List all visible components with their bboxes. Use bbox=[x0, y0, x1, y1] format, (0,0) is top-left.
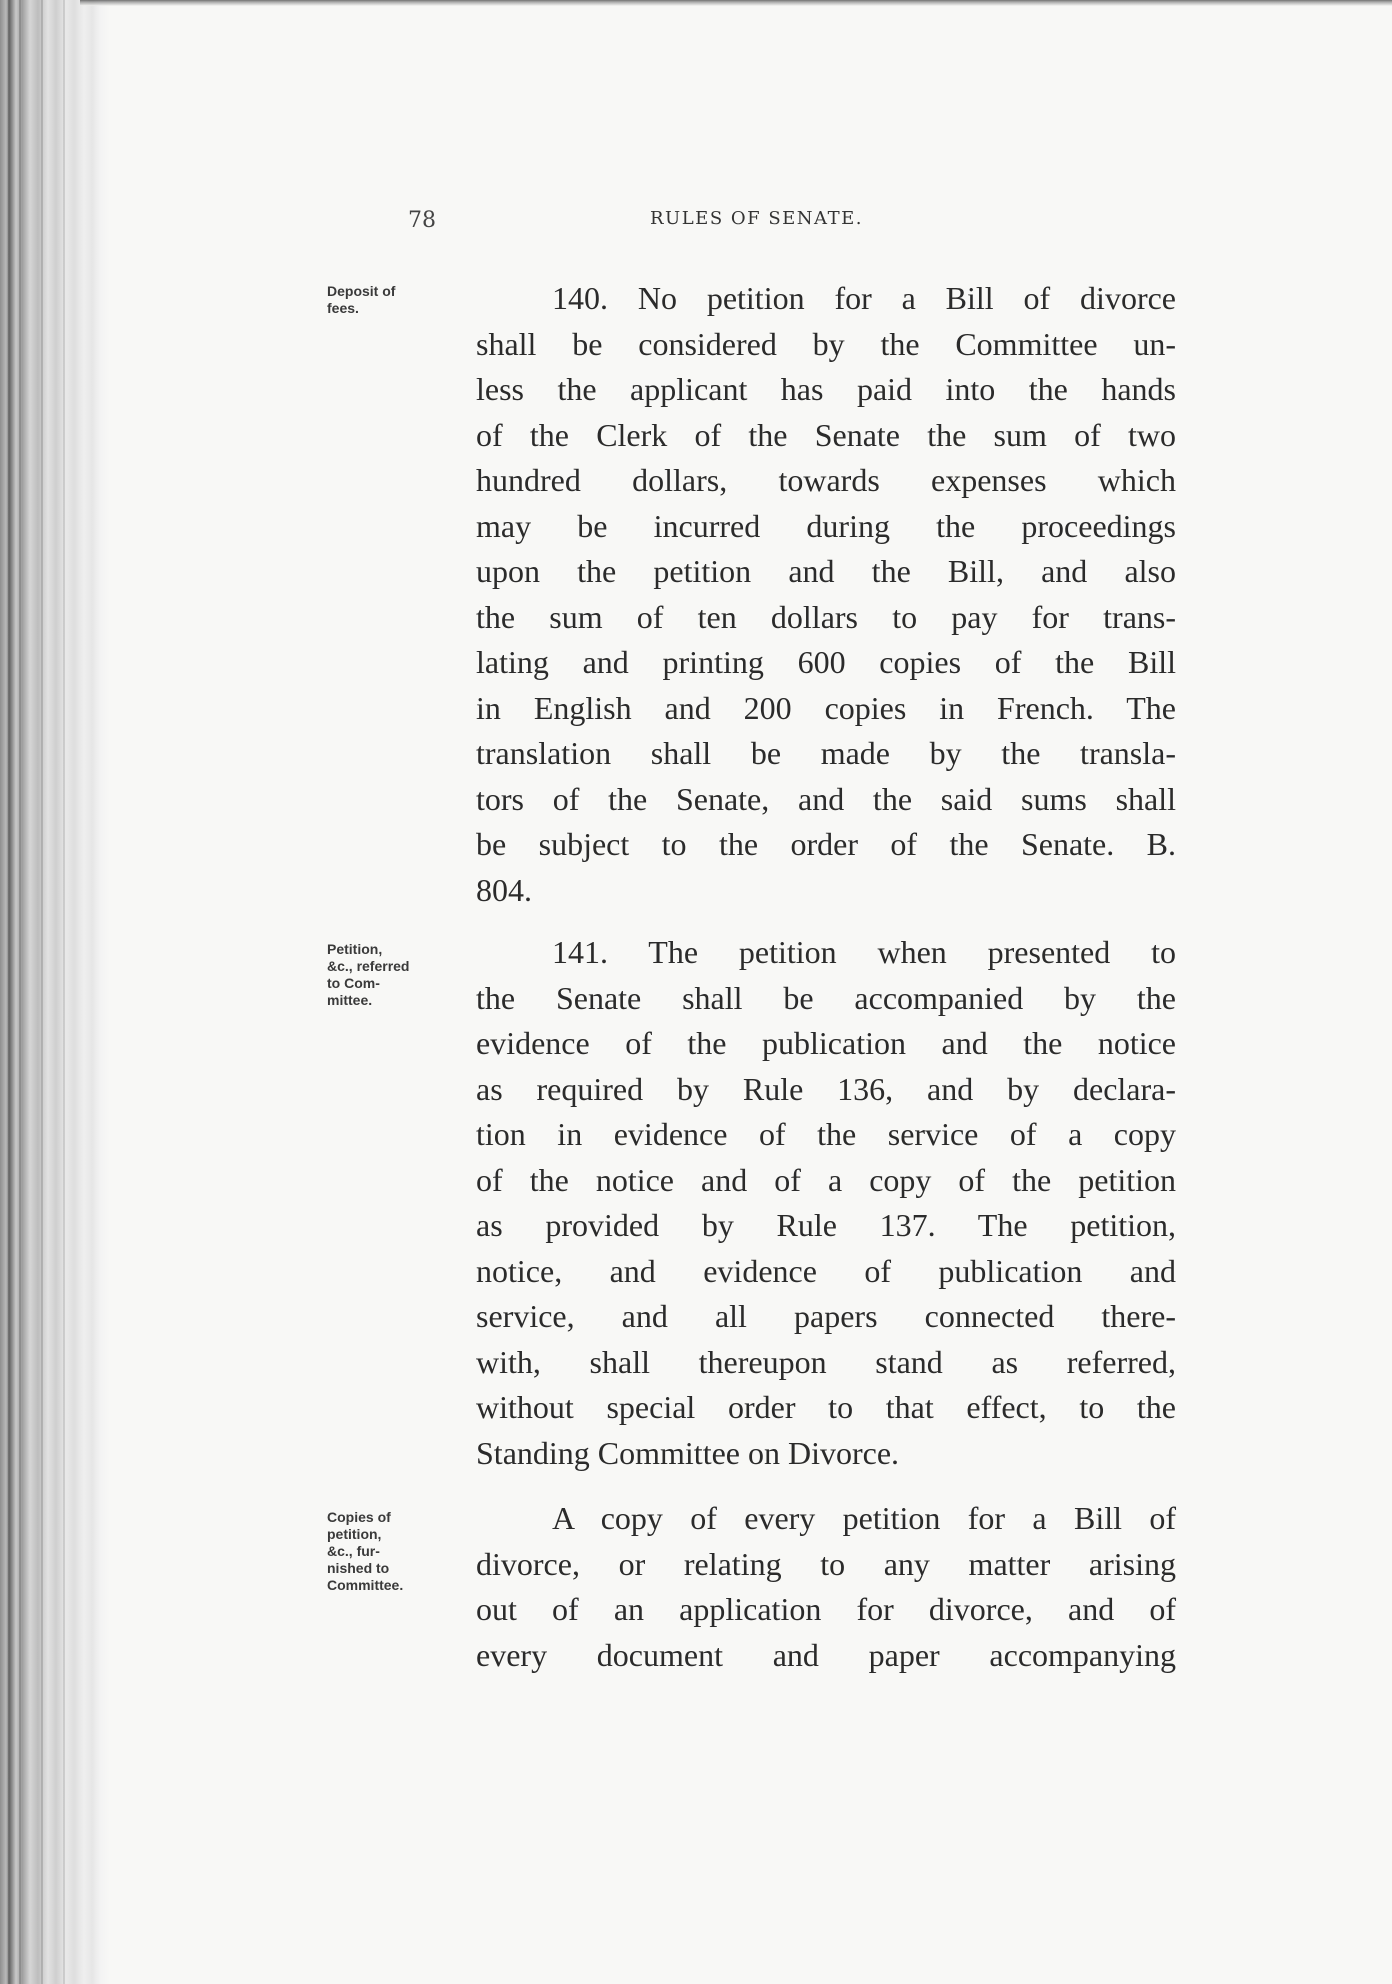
margin-note-copies-furnished: Copies of petition, &c., fur- nished to Committee. bbox=[327, 1509, 404, 1593]
text-line: without special order to that effect, to the bbox=[476, 1389, 1176, 1425]
text-line: out of an application for divorce, and of bbox=[476, 1591, 1176, 1627]
binding-line bbox=[41, 0, 43, 1984]
text-line: be subject to the order of the Senate. B. bbox=[476, 826, 1176, 862]
running-head: RULES OF SENATE. bbox=[650, 208, 863, 229]
margin-note-deposit-of-fees: Deposit of fees. bbox=[327, 283, 396, 316]
text-line: with, shall thereupon stand as referred, bbox=[476, 1343, 1176, 1380]
text-line: 140. No petition for a Bill of divorce bbox=[552, 280, 1176, 316]
text-line: lating and printing 600 copies of the Bill bbox=[476, 644, 1176, 680]
text-line: notice, and evidence of publication and bbox=[476, 1252, 1176, 1289]
text-line: in English and 200 copies in French. The bbox=[476, 689, 1176, 726]
binding-line bbox=[8, 0, 10, 1984]
text-line: every document and paper accompanying bbox=[476, 1636, 1176, 1673]
text-line: the sum of ten dollars to pay for trans- bbox=[476, 598, 1176, 635]
binding-line bbox=[19, 0, 21, 1984]
text-line: as provided by Rule 137. The petition, bbox=[476, 1207, 1176, 1243]
text-line: shall be considered by the Committee un- bbox=[476, 325, 1176, 362]
binding-line bbox=[63, 0, 65, 1984]
text-line: translation shall be made by the transla- bbox=[476, 735, 1176, 771]
paragraph-rule-140 bbox=[476, 276, 1176, 913]
page-top-edge bbox=[80, 0, 1392, 6]
text-line: as required by Rule 136, and by declara- bbox=[476, 1070, 1176, 1107]
text-line: upon the petition and the Bill, and also bbox=[476, 553, 1176, 589]
text-line: Standing Committee on Divorce. bbox=[476, 1434, 900, 1471]
text-line: tion in evidence of the service of a copy bbox=[476, 1116, 1176, 1152]
text-line: tors of the Senate, and the said sums shall bbox=[476, 780, 1176, 817]
paragraph-rule-141 bbox=[476, 930, 1176, 1476]
book-binding-edge bbox=[0, 0, 110, 1984]
text-line: of the Clerk of the Senate the sum of two bbox=[476, 416, 1176, 453]
text-line: 804. bbox=[476, 871, 532, 908]
text-line: the Senate shall be accompanied by the bbox=[476, 979, 1176, 1016]
margin-note-petition-referred: Petition, &c., referred to Com- mittee. bbox=[327, 941, 410, 1008]
text-line: A copy of every petition for a Bill of bbox=[552, 1500, 1176, 1536]
page-number: 78 bbox=[408, 208, 436, 233]
text-line: 141. The petition when presented to bbox=[552, 934, 1176, 970]
text-line: less the applicant has paid into the hands bbox=[476, 371, 1176, 407]
text-line: of the notice and of a copy of the petition bbox=[476, 1161, 1176, 1198]
text-line: may be incurred during the proceedings bbox=[476, 507, 1176, 544]
text-line: divorce, or relating to any matter arising bbox=[476, 1545, 1176, 1582]
text-line: hundred dollars, towards expenses which bbox=[476, 462, 1176, 498]
text-line: evidence of the publication and the notice bbox=[476, 1025, 1176, 1061]
page-header bbox=[0, 200, 1392, 240]
text-line: service, and all papers connected there- bbox=[476, 1298, 1176, 1334]
paragraph-copies bbox=[476, 1496, 1176, 1678]
